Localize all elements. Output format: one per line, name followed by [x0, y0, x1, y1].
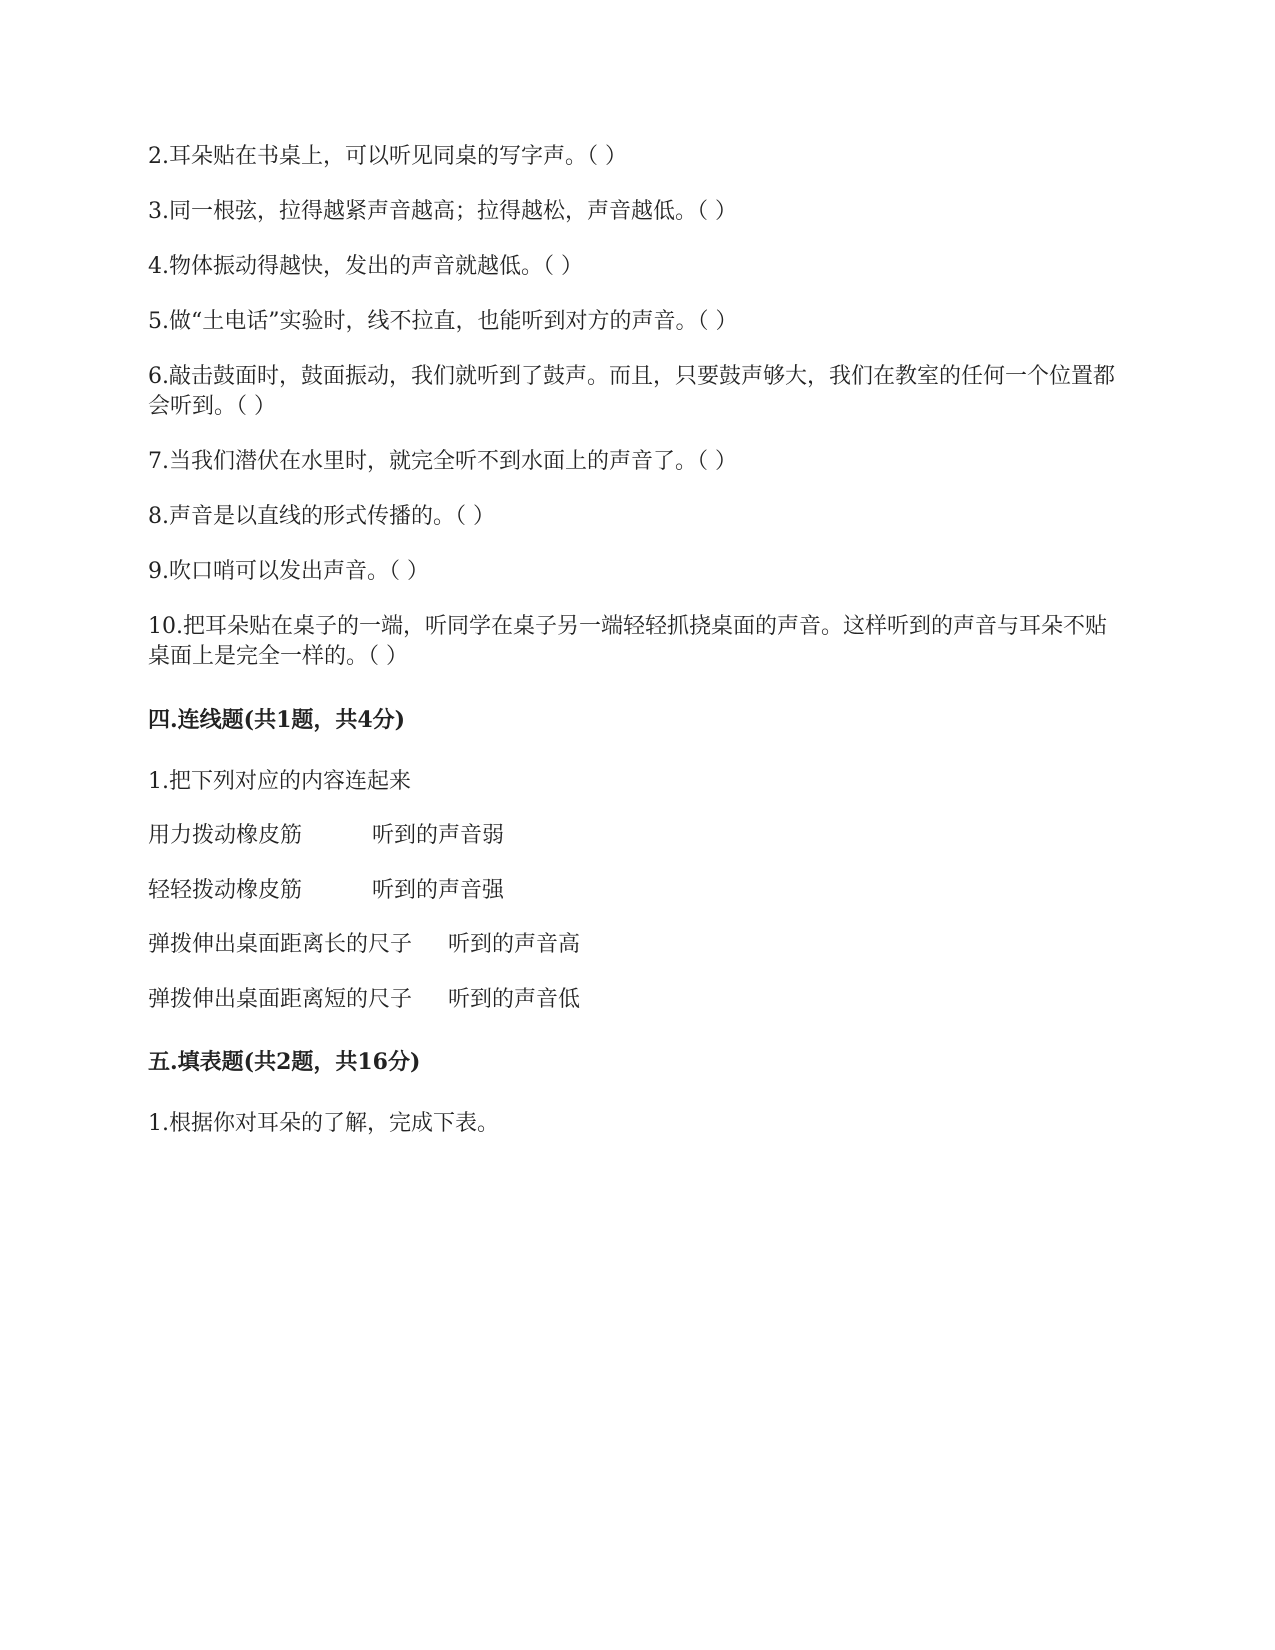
matching-question: 1.把下列对应的内容连起来 — [148, 769, 411, 794]
matching-pair — [148, 985, 581, 1015]
judgement-item-10: 10.把耳朵贴在桌子的一端，听同学在桌子另一端轻轻抓挠桌面的声音。这样听到的声音与耳朵不贴桌面上是完全一样的。（ ） — [148, 614, 1107, 669]
judgement-item-4: 4.物体振动得越快，发出的声音就越低。（ ） — [148, 254, 583, 279]
matching-right: 听到的声音弱 — [372, 823, 505, 848]
matching-pair — [148, 876, 505, 906]
matching-left: 弹拨伸出桌面距离长的尺子 — [148, 932, 413, 957]
section-heading-matching: 四.连线题(共1题，共4分) — [148, 707, 406, 733]
judgement-item-8: 8.声音是以直线的形式传播的。（ ） — [148, 504, 495, 529]
matching-right: 听到的声音高 — [448, 932, 581, 957]
section-heading-fill-table: 五.填表题(共2题，共16分) — [148, 1049, 421, 1075]
judgement-item-9: 9.吹口哨可以发出声音。（ ） — [148, 559, 429, 584]
matching-right: 听到的声音低 — [448, 987, 581, 1012]
matching-left: 用力拨动橡皮筋 — [148, 823, 303, 848]
judgement-item-5: 5.做“土电话”实验时，线不拉直，也能听到对方的声音。（ ） — [148, 309, 738, 334]
judgement-item-6: 6.敲击鼓面时，鼓面振动，我们就听到了鼓声。而且，只要鼓声够大，我们在教室的任何一个位置都会听到。（ ） — [148, 364, 1115, 419]
matching-pair — [148, 821, 505, 851]
judgement-item-2: 2.耳朵贴在书桌上，可以听见同桌的写字声。（ ） — [148, 144, 627, 169]
fill-table-question: 1.根据你对耳朵的了解，完成下表。 — [148, 1111, 499, 1136]
matching-right: 听到的声音强 — [372, 878, 505, 903]
judgement-item-3: 3.同一根弦，拉得越紧声音越高；拉得越松，声音越低。（ ） — [148, 199, 737, 224]
matching-pair — [148, 930, 581, 960]
matching-left: 轻轻拨动橡皮筋 — [148, 878, 303, 903]
matching-left: 弹拨伸出桌面距离短的尺子 — [148, 987, 413, 1012]
judgement-item-7: 7.当我们潜伏在水里时，就完全听不到水面上的声音了。（ ） — [148, 449, 737, 474]
